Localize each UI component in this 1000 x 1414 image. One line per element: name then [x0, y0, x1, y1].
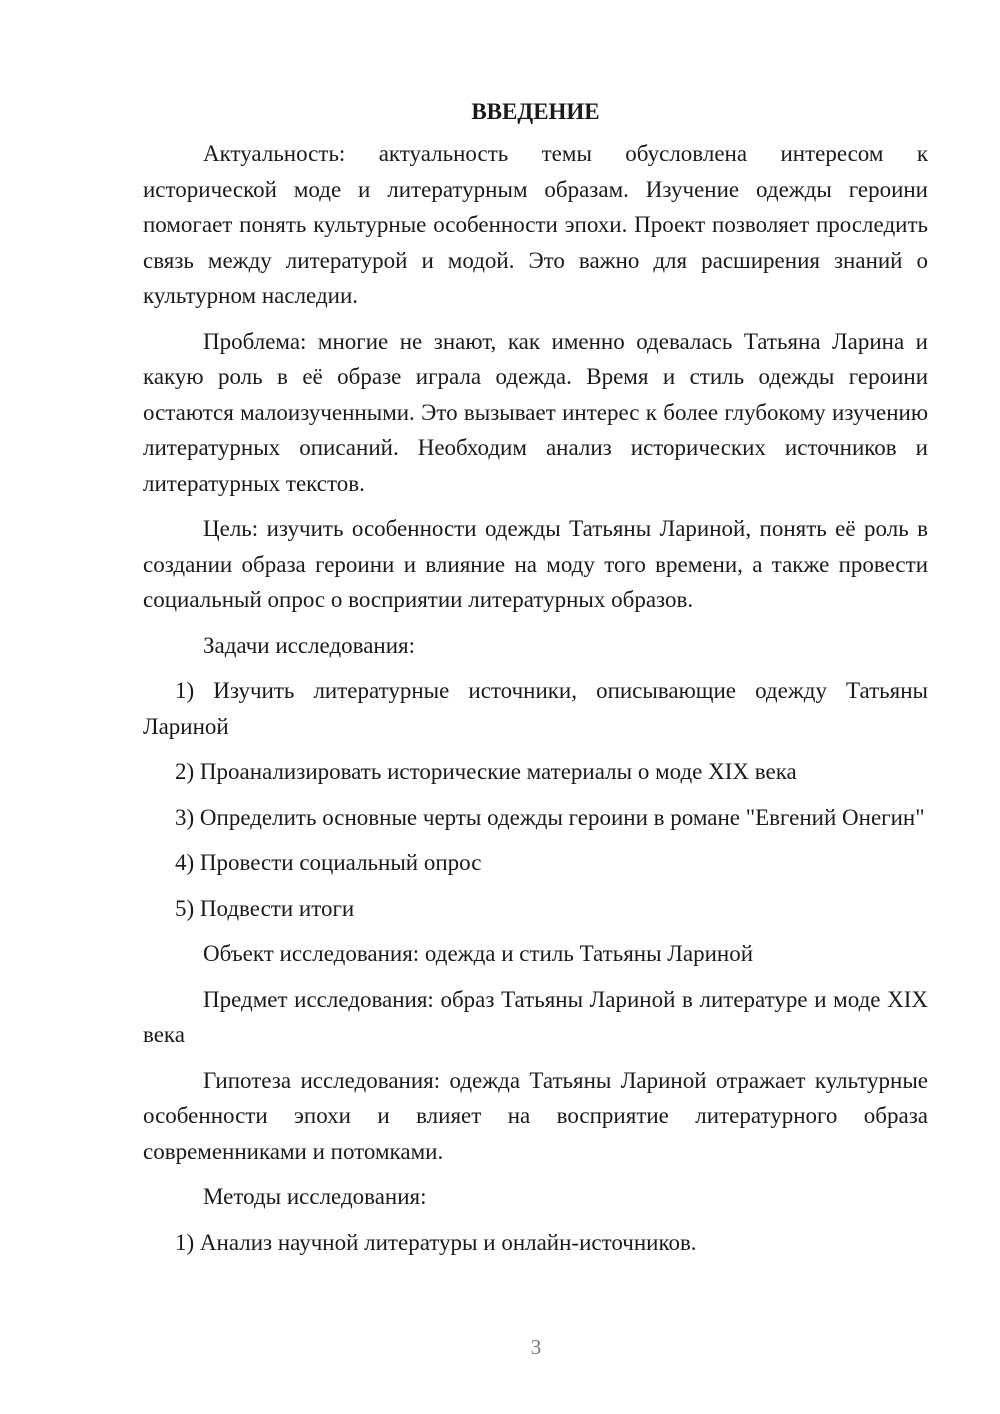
page-number: 3 — [530, 1335, 542, 1359]
task-item-5: 5) Подвести итоги — [175, 895, 355, 921]
tasks-title: Задачи исследования: — [203, 632, 416, 658]
task-item-2: 2) Проанализировать исторические материалы о моде XIX века — [175, 759, 797, 784]
subject-paragraph: Предмет исследования: образ Татьяны Лариной в литературе и моде XIX века — [143, 986, 928, 1047]
method-item-1: 1) Анализ научной литературы и онлайн-источников. — [175, 1229, 697, 1255]
goal-paragraph: Цель: изучить особенности одежды Татьяны Лариной, понять её роль в создании образа героини и влияние на моду того времени, а также провести социальный опрос о восприятии литературных образов. — [143, 516, 928, 612]
page-content — [143, 94, 928, 1270]
section-heading: ВВЕДЕНИЕ — [471, 99, 600, 124]
problem-paragraph: Проблема: многие не знают, как именно одевалась Татьяна Ларина и какую роль в её образе играла одежда. Время и стиль одежды героини остаются малоизученными. Это вызывает интерес к более глубокому изучению литературных описаний. Необходим анализ исторических источников и литературных текстов. — [143, 328, 928, 496]
task-item-3: 3) Определить основные черты одежды героини в романе "Евгений Онегин" — [175, 804, 925, 830]
object-paragraph: Объект исследования: одежда и стиль Татьяны Лариной — [203, 941, 754, 966]
task-item-4: 4) Провести социальный опрос — [175, 850, 482, 875]
relevance-paragraph: Актуальность: актуальность темы обусловлена интересом к исторической моде и литературным образам. Изучение одежды героини помогает понять культурные особенности эпохи. Проект позволяет проследить связь между литературой и модой. Это важно для расширения знаний о культурном наследии. — [143, 141, 928, 308]
hypothesis-paragraph: Гипотеза исследования: одежда Татьяны Лариной отражает культурные особенности эпохи и влияет на восприятие литературного образа современниками и потомками. — [143, 1067, 928, 1164]
methods-title: Методы исследования: — [203, 1184, 427, 1209]
task-item-1: 1) Изучить литературные источники, описывающие одежду Татьяны Лариной — [143, 678, 928, 739]
